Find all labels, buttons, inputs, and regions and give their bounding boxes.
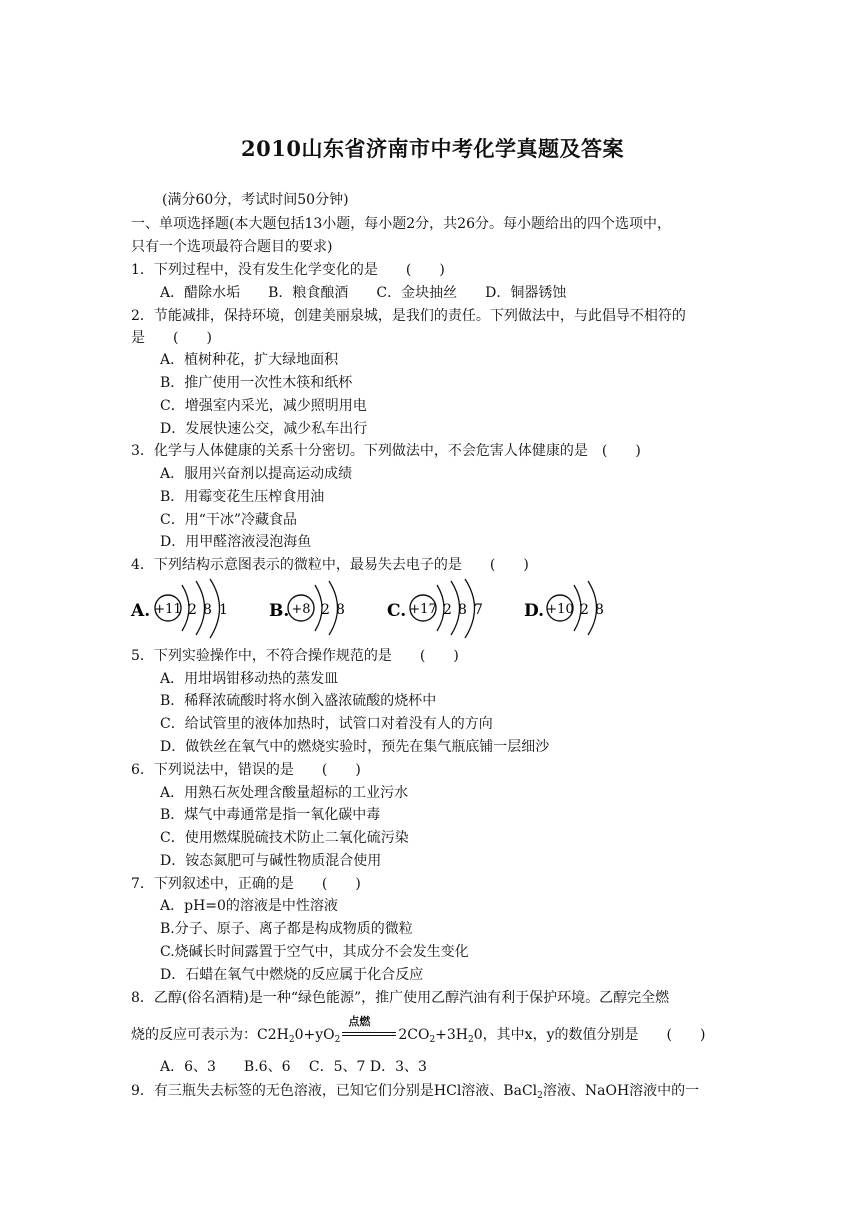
q5-option-a: A．用坩埚钳移动热的蒸发皿: [160, 671, 339, 687]
q8-stem-line1: 8．乙醇(俗名酒精)是一种“绿色能源”，推广使用乙醇汽油有利于保护环境。乙醇完全燃: [131, 990, 670, 1006]
diagram-a-shell-electrons: 8: [203, 602, 212, 618]
q8-eq-part: 烧的反应可表示为：C2H: [131, 1027, 289, 1043]
diagram-d-nucleus-charge: +10: [546, 602, 574, 617]
q9-stem-part: 9．有三瓶失去标签的无色溶液，已知它们分别是HCl溶液、BaCl: [131, 1083, 538, 1099]
q2-stem-line2: 是 ( ): [131, 330, 212, 346]
q5-stem: 5．下列实验操作中，不符合操作规范的是 ( ): [131, 648, 459, 664]
equals-bar: [342, 1035, 396, 1036]
q1-stem: 1．下列过程中，没有发生化学变化的是 ( ): [131, 262, 445, 278]
q8-eq-subscript: 2: [288, 1035, 295, 1045]
q2-option-a: A．植树种花，扩大绿地面积: [160, 352, 339, 368]
reaction-condition-sign: [340, 1015, 398, 1043]
q2-option-d: D．发展快速公交，减少私车出行: [160, 421, 368, 437]
q3-option-a: A．服用兴奋剂以提高运动成绩: [160, 466, 353, 482]
diagram-b-nucleus-charge: +8: [291, 602, 311, 617]
diagram-a-label: A.: [131, 601, 151, 621]
diagram-d-shell-electrons: 8: [595, 602, 604, 618]
q8-eq-subscript: 2: [429, 1035, 436, 1045]
diagram-c-shell-electrons: 8: [458, 602, 467, 618]
diagram-d-shell-electrons: 2: [580, 602, 589, 618]
q6-option-a: A．用熟石灰处理含酸量超标的工业污水: [160, 785, 409, 801]
q9-subscript: 2: [537, 1091, 543, 1101]
section-heading-line2: 只有一个选项最符合题目的要求): [131, 239, 333, 255]
q8-options: A．6、3 B.6、6 C．5、7 D．3、3: [160, 1059, 427, 1075]
q6-option-d: D．铵态氮肥可与碱性物质混合使用: [160, 853, 382, 869]
q8-eq-part: 2CO: [398, 1027, 430, 1043]
q2-option-b: B．推广使用一次性木筷和纸杯: [160, 375, 353, 391]
q3-stem: 3．化学与人体健康的关系十分密切。下列做法中，不会危害人体健康的是 ( ): [131, 443, 641, 459]
q5-option-c: C．给试管里的液体加热时，试管口对着没有人的方向: [160, 716, 493, 732]
q2-stem-line1: 2．节能减排，保持环境，创建美丽泉城，是我们的责任。下列做法中，与此倡导不相符的: [131, 308, 686, 324]
q7-stem: 7．下列叙述中，正确的是 ( ): [131, 876, 361, 892]
q2-option-c: C．增强室内采光，减少照明用电: [160, 398, 367, 414]
q3-option-d: D．用甲醛溶液浸泡海鱼: [160, 534, 312, 550]
q8-eq-part: +3H: [435, 1027, 469, 1043]
q5-option-d: D．做铁丝在氧气中的燃烧实验时，预先在集气瓶底铺一层细沙: [160, 739, 550, 755]
q4-atomic-structure-diagrams: [125, 578, 615, 642]
q8-equation-line: [131, 1015, 706, 1050]
diagram-c-label: C.: [387, 601, 407, 621]
q3-option-c: C．用“干冰”冷藏食品: [160, 512, 298, 528]
diagram-a-shell-electrons: 1: [219, 602, 228, 618]
diagram-a-shell-electrons: 2: [188, 602, 197, 618]
diagram-d: [524, 581, 604, 635]
diagram-b-shell-electrons: 2: [321, 602, 330, 618]
q4-stem: 4．下列结构示意图表示的微粒中，最易失去电子的是 ( ): [131, 557, 529, 573]
q7-option-c: C.烧碱长时间露置于空气中，其成分不会发生变化: [160, 944, 469, 960]
diagram-c-shell-electrons: 2: [443, 602, 452, 618]
diagram-b-shell-electrons: 8: [336, 602, 345, 618]
q9-stem-part: 溶液、NaOH溶液中的一: [542, 1083, 700, 1099]
q7-option-d: D．石蜡在氧气中燃烧的反应属于化合反应: [160, 967, 424, 983]
diagram-c: [387, 579, 483, 638]
q8-eq-subscript: 2: [468, 1035, 474, 1045]
page-title: 2010山东省济南市中考化学真题及答案: [241, 136, 624, 161]
q1-options: A．醋除水垢 B．粮食酿酒 C．金块抽丝 D．铜器锈蚀: [160, 285, 567, 301]
exam-meta: (满分60分，考试时间50分钟): [162, 192, 349, 208]
diagram-c-nucleus-charge: +17: [409, 602, 437, 617]
q6-option-c: C．使用燃煤脱硫技术防止二氧化硫污染: [160, 830, 409, 846]
q7-option-a: A．pH=0的溶液是中性溶液: [160, 898, 338, 914]
diagram-b-label: B.: [269, 601, 290, 621]
q9-stem: [131, 1081, 699, 1106]
q8-eq-part: 0，其中x，y的数值分别是 ( ): [473, 1027, 706, 1043]
q8-eq-part: 0+yO: [294, 1027, 335, 1043]
diagram-a-nucleus-charge: +11: [154, 602, 182, 617]
section-heading-line1: 一、单项选择题(本大题包括13小题，每小题2分，共26分。每小题给出的四个选项中，: [131, 216, 671, 232]
q8-eq-subscript: 2: [334, 1035, 341, 1045]
diagram-b: [269, 581, 345, 635]
diagram-a: [130, 579, 228, 638]
q5-option-b: B．稀释浓硫酸时将水倒入盛浓硫酸的烧杯中: [160, 693, 437, 709]
diagram-d-label: D.: [524, 601, 545, 621]
q6-option-b: B．煤气中毒通常是指一氧化碳中毒: [160, 807, 381, 823]
equals-bar: [342, 1032, 396, 1033]
q6-stem: 6．下列说法中，错误的是 ( ): [131, 762, 361, 778]
diagram-c-shell-electrons: 7: [474, 602, 483, 618]
q3-option-b: B．用霉变花生压榨食用油: [160, 489, 325, 505]
reaction-condition: 点燃: [348, 1015, 371, 1028]
q7-option-b: B.分子、原子、离子都是构成物质的微粒: [160, 921, 413, 937]
